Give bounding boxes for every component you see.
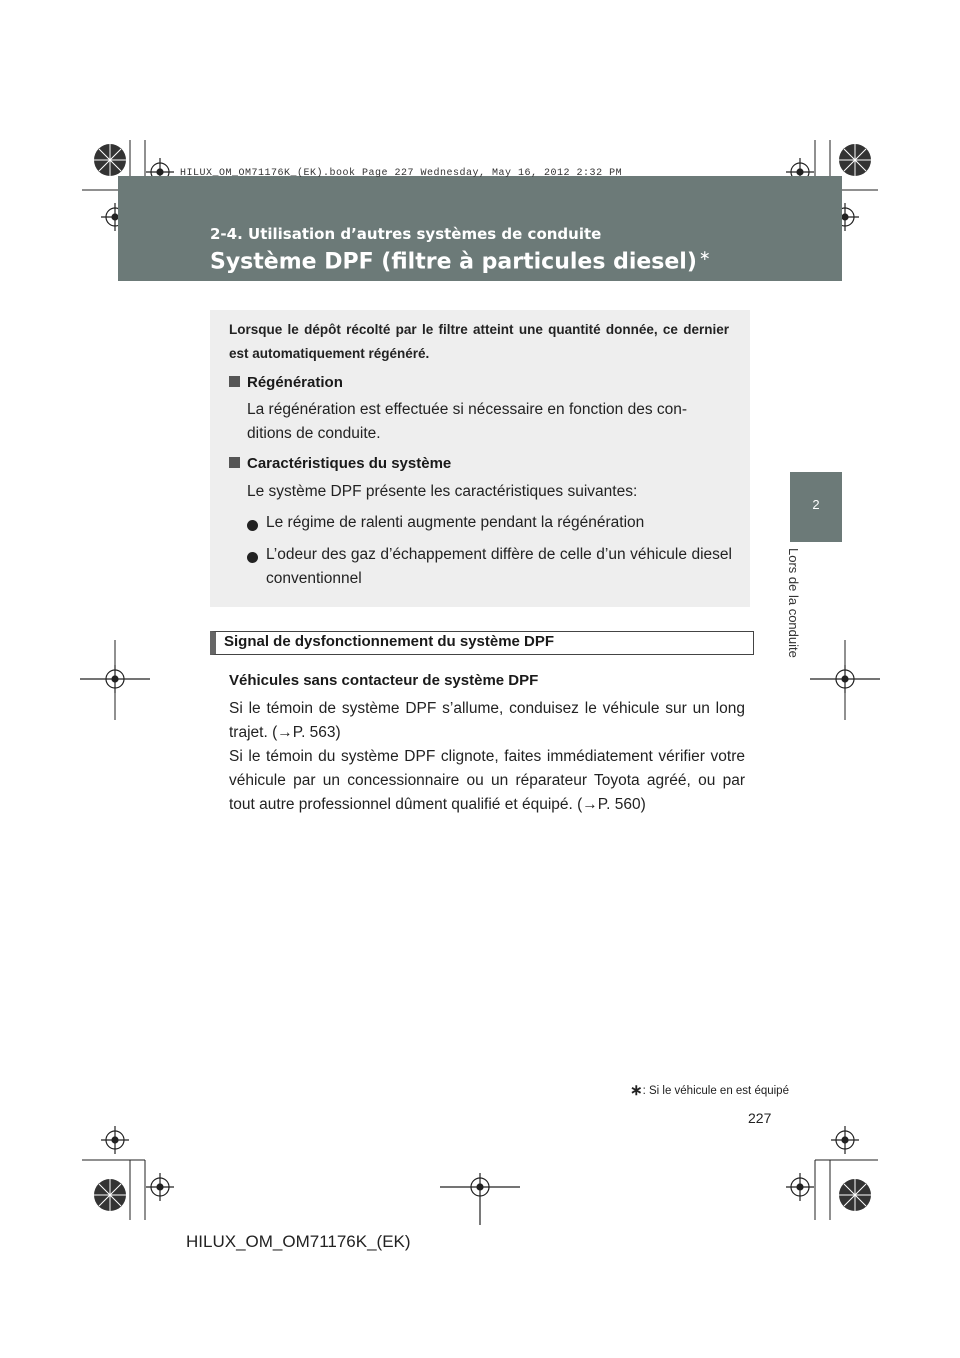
- page-title: [210, 248, 711, 274]
- equipment-mark: ∗: [698, 248, 711, 264]
- document-code: HILUX_OM_OM71176K_(EK): [186, 1232, 411, 1251]
- section-body: [229, 697, 745, 817]
- footnote-mark: ∗: [630, 1082, 643, 1099]
- book-stamp: HILUX_OM_OM71176K_(EK).book Page 227 Wednesday, May 16, 2012 2:32 PM: [180, 168, 623, 179]
- item-characteristics: [229, 455, 451, 473]
- intro-text: Lorsque le dépôt récolté par le filtre atteint une quantité donnée, ce dernier est automatiquement régénéré.: [229, 322, 729, 361]
- list-item: Le régime de ralenti augmente pendant la régénération: [266, 514, 645, 531]
- paragraph: Si le témoin de système DPF s’allume, conduisez le véhicule sur un long trajet. (→P. 563): [229, 700, 745, 741]
- section-label: 2-4. Utilisation d’autres systèmes de conduite: [210, 225, 602, 243]
- footnote-text: : Si le véhicule en est équipé: [642, 1085, 789, 1097]
- footnote: [630, 1081, 789, 1099]
- chapter-number: 2: [812, 497, 820, 512]
- section-title: Signal de dysfonctionnement du système DPF: [224, 633, 555, 650]
- item-title: Caractéristiques du système: [247, 455, 452, 472]
- square-bullet-icon: [229, 376, 240, 387]
- paragraph: Si le témoin du système DPF clignote, faites immédiatement vérifier votre véhicule par un concessionnaire ou un réparateur Toyota agréé, ou par tout autre professionnel dûment qualifié et équipé. (→P. 560): [229, 748, 745, 813]
- bullet-dot-icon: [247, 550, 258, 568]
- item-title: Régénération: [247, 374, 343, 391]
- page-title-text: Système DPF (filtre à particules diesel): [210, 249, 697, 275]
- item-regeneration: [229, 374, 343, 392]
- list-item: L’odeur des gaz d’échappement diffère de celle d’un véhicule diesel conventionnel: [266, 546, 732, 587]
- item-text: Le système DPF présente les caractéristiques suivantes:: [247, 483, 638, 500]
- item-text: La régénération est effectuée si nécessaire en fonction des con-ditions de conduite.: [247, 401, 688, 442]
- square-bullet-icon: [229, 457, 240, 468]
- page-number: 227: [748, 1110, 772, 1126]
- chapter-label: Lors de la conduite: [786, 548, 801, 658]
- section-subtitle: Véhicules sans contacteur de système DPF: [229, 672, 539, 689]
- bullet-dot-icon: [247, 518, 258, 536]
